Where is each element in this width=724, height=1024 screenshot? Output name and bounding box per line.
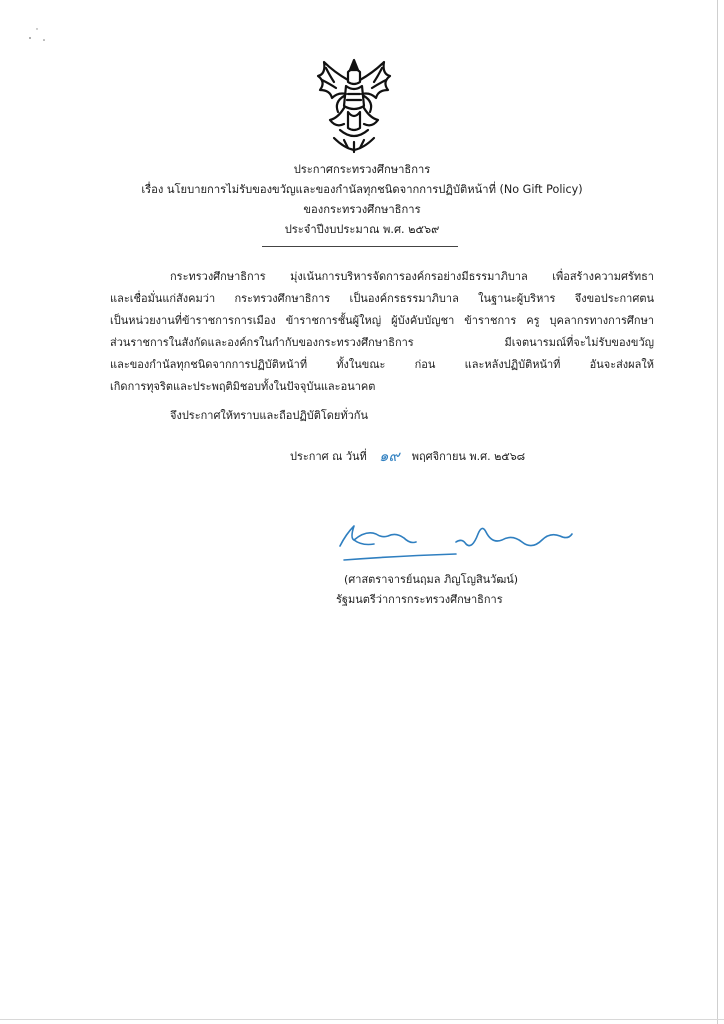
announcement-subject: เรื่อง นโยบายการไม่รับของขวัญและของกำนัลทุกชนิดจากการปฏิบัติหน้าที่ (No Gift Policy) [141, 183, 583, 196]
date-month-year: พฤศจิกายน พ.ศ. ๒๕๖๘ [411, 450, 526, 463]
garuda-emblem-icon [304, 58, 404, 154]
announcement-heading: ประกาศกระทรวงศึกษาธิการ [293, 163, 431, 176]
body-line: และเชื่อมั่นแก่สังคมว่า กระทรวงศึกษาธิการ เป็นองค์กรธรรมาภิบาล ในฐานะผู้บริหาร จึงขอประกาศตน [110, 292, 654, 305]
body-line: ส่วนราชการในสังกัดและองค์กรในกำกับของกระทรวงศึกษาธิการ มีเจตนารมณ์ที่จะไม่รับของขวัญ [110, 336, 654, 349]
scan-edge-right [717, 0, 718, 1024]
date-prefix: ประกาศ ณ วันที่ [290, 450, 367, 463]
announcement-date [290, 444, 525, 468]
scan-specks [28, 26, 52, 46]
body-line: เกิดการทุจริตและประพฤติมิชอบทั้งในปัจจุบันและอนาคต [110, 380, 376, 393]
scan-edge-bottom [0, 1019, 724, 1020]
body-line: กระทรวงศึกษาธิการ มุ่งเน้นการบริหารจัดการองค์กรอย่างมีธรรมาภิบาล เพื่อสร้างความศรัทธา [170, 270, 654, 283]
handwritten-signature-icon [336, 516, 576, 566]
signatory-title: รัฐมนตรีว่าการกระทรวงศึกษาธิการ [336, 593, 503, 606]
closing-statement: จึงประกาศให้ทราบและถือปฏิบัติโดยทั่วกัน [170, 409, 368, 422]
header-divider [262, 246, 458, 247]
signatory-name: (ศาสตราจารย์นฤมล ภิญโญสินวัฒน์) [344, 573, 519, 586]
announcement-ministry: ของกระทรวงศึกษาธิการ [303, 203, 421, 216]
body-line: และของกำนัลทุกชนิดจากการปฏิบัติหน้าที่ ทั้งในขณะ ก่อน และหลังปฏิบัติหน้าที่ อันจะส่งผลให้ [110, 358, 654, 371]
date-day-handwritten: ๑๙ [379, 447, 400, 465]
body-line: เป็นหน่วยงานที่ข้าราชการการเมือง ข้าราชการชั้นผู้ใหญ่ ผู้บังคับบัญชา ข้าราชการ ครู บุคลากรทางการศึกษา [110, 314, 654, 327]
announcement-fiscal-year: ประจำปีงบประมาณ พ.ศ. ๒๕๖๙ [284, 223, 440, 236]
